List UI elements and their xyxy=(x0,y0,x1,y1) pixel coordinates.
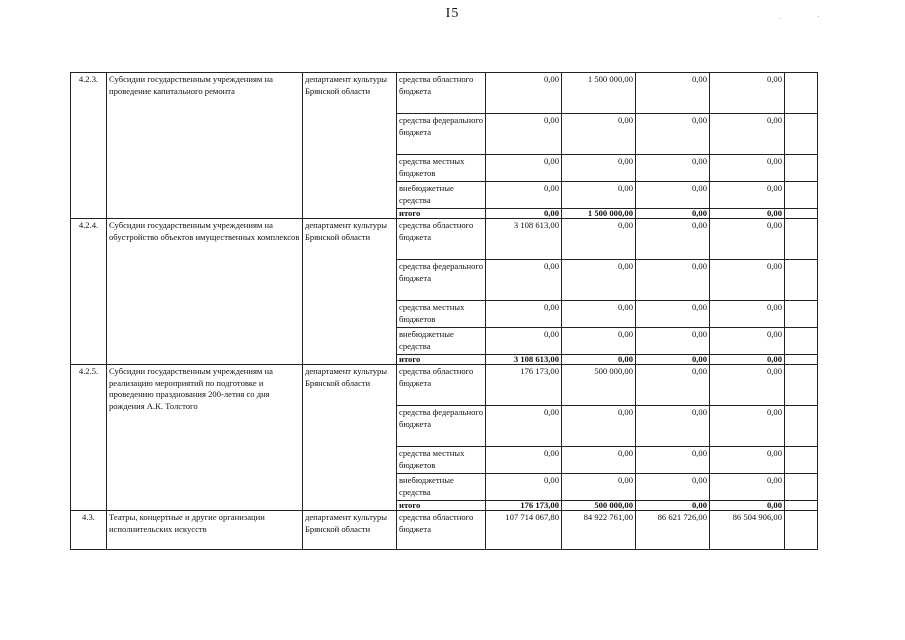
item-executor: департамент культуры Брянской области xyxy=(303,219,397,365)
amount-cell: 0,00 xyxy=(486,209,562,219)
funding-source: средства местных бюджетов xyxy=(397,155,486,182)
amount-cell: 0,00 xyxy=(562,328,636,355)
amount-cell: 0,00 xyxy=(562,301,636,328)
funding-source: итого xyxy=(397,355,486,365)
amount-cell: 0,00 xyxy=(562,355,636,365)
amount-cell: 500 000,00 xyxy=(562,365,636,406)
table-row xyxy=(71,511,818,550)
empty-cell xyxy=(785,209,818,219)
empty-cell xyxy=(785,355,818,365)
amount-cell: 107 714 067,80 xyxy=(486,511,562,550)
amount-cell: 0,00 xyxy=(636,260,710,301)
amount-cell: 0,00 xyxy=(486,155,562,182)
item-name: Театры, концертные и другие организации исполнительских искусств xyxy=(107,511,303,550)
amount-cell: 0,00 xyxy=(562,406,636,447)
funding-source: средства федерального бюджета xyxy=(397,114,486,155)
funding-source: средства федерального бюджета xyxy=(397,260,486,301)
amount-cell: 0,00 xyxy=(636,447,710,474)
amount-cell: 0,00 xyxy=(710,365,785,406)
funding-source: внебюджетные средства xyxy=(397,328,486,355)
amount-cell: 0,00 xyxy=(562,155,636,182)
amount-cell: 0,00 xyxy=(486,301,562,328)
empty-cell xyxy=(785,114,818,155)
empty-cell xyxy=(785,365,818,406)
amount-cell: 3 108 613,00 xyxy=(486,355,562,365)
item-name: Субсидии государственным учреждениям на обустройство объектов имущественных комплексов xyxy=(107,219,303,365)
amount-cell: 0,00 xyxy=(486,447,562,474)
funding-source: внебюджетные средства xyxy=(397,182,486,209)
item-executor: департамент культуры Брянской области xyxy=(303,73,397,219)
amount-cell: 0,00 xyxy=(710,260,785,301)
amount-cell: 0,00 xyxy=(710,355,785,365)
amount-cell: 0,00 xyxy=(486,474,562,501)
amount-cell: 3 108 613,00 xyxy=(486,219,562,260)
amount-cell: 0,00 xyxy=(486,182,562,209)
amount-cell: 0,00 xyxy=(636,301,710,328)
amount-cell: 0,00 xyxy=(562,114,636,155)
amount-cell: 0,00 xyxy=(636,219,710,260)
amount-cell: 0,00 xyxy=(710,406,785,447)
amount-cell: 0,00 xyxy=(486,328,562,355)
amount-cell: 0,00 xyxy=(636,328,710,355)
table-row xyxy=(71,365,818,406)
amount-cell: 86 504 906,00 xyxy=(710,511,785,550)
amount-cell: 176 173,00 xyxy=(486,501,562,511)
amount-cell: 0,00 xyxy=(636,114,710,155)
empty-cell xyxy=(785,73,818,114)
amount-cell: 84 922 761,00 xyxy=(562,511,636,550)
amount-cell: 0,00 xyxy=(562,260,636,301)
amount-cell: 0,00 xyxy=(562,182,636,209)
amount-cell: 0,00 xyxy=(636,365,710,406)
empty-cell xyxy=(785,182,818,209)
amount-cell: 0,00 xyxy=(636,474,710,501)
amount-cell: 0,00 xyxy=(486,406,562,447)
funding-source: итого xyxy=(397,209,486,219)
funding-source: средства местных бюджетов xyxy=(397,447,486,474)
amount-cell: 1 500 000,00 xyxy=(562,209,636,219)
amount-cell: 0,00 xyxy=(486,73,562,114)
empty-cell xyxy=(785,219,818,260)
amount-cell: 0,00 xyxy=(710,73,785,114)
amount-cell: 0,00 xyxy=(636,355,710,365)
scan-speck xyxy=(818,16,819,17)
amount-cell: 0,00 xyxy=(636,73,710,114)
empty-cell xyxy=(785,328,818,355)
amount-cell: 0,00 xyxy=(710,328,785,355)
amount-cell: 500 000,00 xyxy=(562,501,636,511)
amount-cell: 0,00 xyxy=(710,182,785,209)
funding-source: средства местных бюджетов xyxy=(397,301,486,328)
empty-cell xyxy=(785,260,818,301)
table-row xyxy=(71,219,818,260)
item-executor: департамент культуры Брянской области xyxy=(303,365,397,511)
funding-source: средства областного бюджета xyxy=(397,219,486,260)
item-name: Субсидии государственным учреждениям на реализацию мероприятий по подготовке и проведению празднования 200-летия со дня рождения А.К. Толстого xyxy=(107,365,303,511)
amount-cell: 0,00 xyxy=(486,114,562,155)
amount-cell: 0,00 xyxy=(710,219,785,260)
amount-cell: 0,00 xyxy=(710,209,785,219)
item-executor: департамент культуры Брянской области xyxy=(303,511,397,550)
amount-cell: 0,00 xyxy=(710,474,785,501)
budget-table xyxy=(70,72,818,550)
amount-cell: 0,00 xyxy=(636,155,710,182)
empty-cell xyxy=(785,511,818,550)
amount-cell: 0,00 xyxy=(710,114,785,155)
item-name: Субсидии государственным учреждениям на проведение капитального ремонта xyxy=(107,73,303,219)
funding-source: средства областного бюджета xyxy=(397,511,486,550)
amount-cell: 0,00 xyxy=(636,209,710,219)
empty-cell xyxy=(785,447,818,474)
funding-source: средства областного бюджета xyxy=(397,73,486,114)
empty-cell xyxy=(785,501,818,511)
table-row xyxy=(71,73,818,114)
empty-cell xyxy=(785,301,818,328)
empty-cell xyxy=(785,406,818,447)
empty-cell xyxy=(785,155,818,182)
amount-cell: 0,00 xyxy=(486,260,562,301)
item-code: 4.2.3. xyxy=(71,73,107,219)
item-code: 4.3. xyxy=(71,511,107,550)
amount-cell: 0,00 xyxy=(562,447,636,474)
amount-cell: 1 500 000,00 xyxy=(562,73,636,114)
amount-cell: 0,00 xyxy=(636,406,710,447)
amount-cell: 176 173,00 xyxy=(486,365,562,406)
funding-source: средства областного бюджета xyxy=(397,365,486,406)
funding-source: внебюджетные средства xyxy=(397,474,486,501)
page-number: I5 xyxy=(445,6,460,21)
amount-cell: 0,00 xyxy=(710,155,785,182)
funding-source: итого xyxy=(397,501,486,511)
amount-cell: 0,00 xyxy=(710,447,785,474)
amount-cell: 0,00 xyxy=(562,219,636,260)
amount-cell: 0,00 xyxy=(562,474,636,501)
item-code: 4.2.4. xyxy=(71,219,107,365)
amount-cell: 0,00 xyxy=(710,301,785,328)
amount-cell: 0,00 xyxy=(636,182,710,209)
item-code: 4.2.5. xyxy=(71,365,107,511)
scan-speck xyxy=(780,18,781,19)
amount-cell: 0,00 xyxy=(636,501,710,511)
amount-cell: 86 621 726,00 xyxy=(636,511,710,550)
funding-source: средства федерального бюджета xyxy=(397,406,486,447)
amount-cell: 0,00 xyxy=(710,501,785,511)
empty-cell xyxy=(785,474,818,501)
